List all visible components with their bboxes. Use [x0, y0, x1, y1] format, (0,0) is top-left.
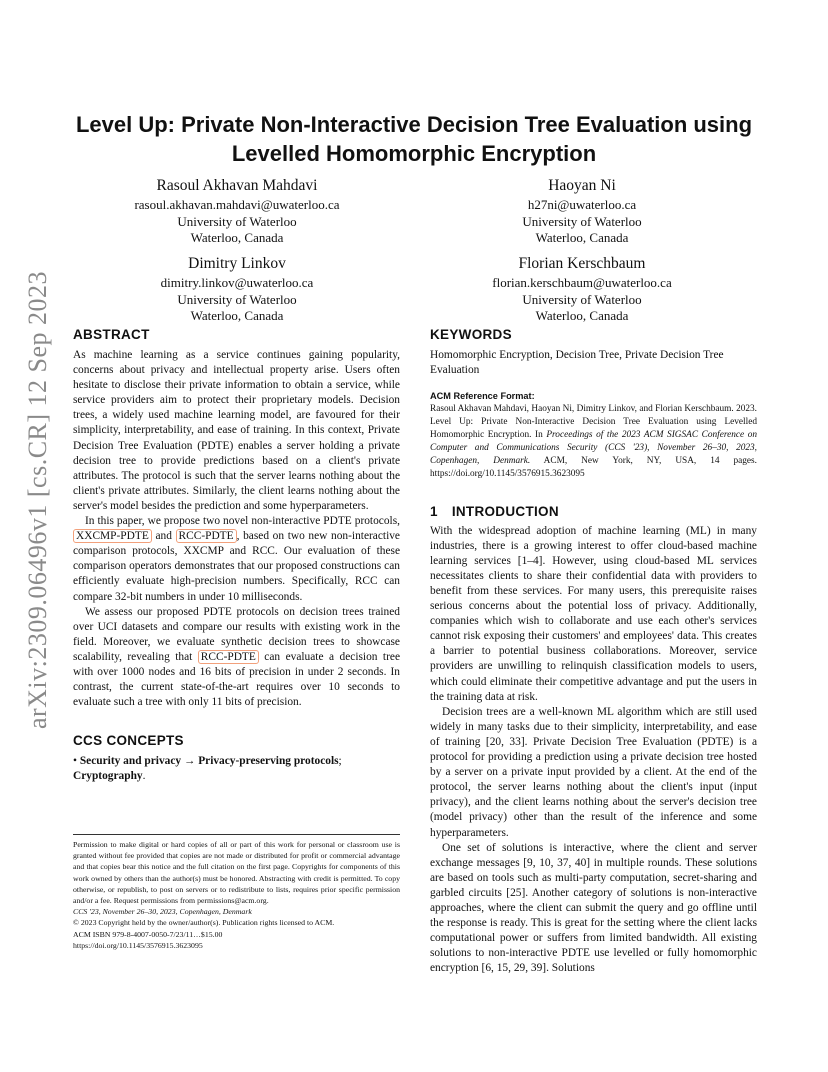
author-name: Rasoul Akhavan Mahdavi — [156, 177, 318, 194]
author-affiliation: University of Waterloo — [177, 213, 297, 229]
author-email[interactable]: rasoul.akhavan.mahdavi@uwaterloo.ca — [134, 197, 340, 212]
author-name: Haoyan Ni — [548, 177, 616, 194]
rcc-pdte-link[interactable]: RCC-PDTE — [198, 650, 259, 664]
author-block — [87, 176, 387, 247]
venue-line: CCS '23, November 26–30, 2023, Copenhagen, Denmark — [73, 907, 252, 917]
introduction-paragraph: With the widespread adoption of machine learning (ML) in many industries, there is a growing interest to offer cloud-based machine learning services [1–4]. However, using cloud-based ML services necessitates clients to share their confidential data with providers to benefit from these services. For many users, this prerequisite raises serious concerns about the potential loss of privacy. Additionally, companies which wish to collaborate and use each other's services cannot risk exposing their customers' and employees' data. This creates a barrier to potential business collaborations. Moreover, service providers are unwilling to relinquish classification models to users, which could eliminate their competitive advantage and put the users in the training data at risk. — [430, 524, 757, 703]
ccs-separator: ; — [338, 755, 342, 768]
author-name: Dimitry Linkov — [188, 255, 286, 272]
ccs-bullet: • — [73, 755, 80, 768]
ccs-concept: Privacy-preserving protocols — [198, 755, 339, 768]
author-affiliation: University of Waterloo — [522, 291, 642, 307]
acm-reference-heading: ACM Reference Format: — [430, 391, 535, 402]
right-column — [430, 326, 757, 976]
author-email[interactable]: h27ni@uwaterloo.ca — [527, 197, 637, 212]
ccs-concept: Security and privacy — [79, 755, 182, 768]
author-location: Waterloo, Canada — [535, 230, 629, 245]
author-location: Waterloo, Canada — [190, 230, 284, 245]
ccs-arrow: → — [181, 755, 199, 768]
acm-reference-part: Rasoul Akhavan Mahdavi, Haoyan Ni, Dimitry Linkov, and Florian Kerschbaum. 2023. Level Up: Private Non-Interactive Decision Tree Evaluation using Levelled Homomorphic Encryption. In — [430, 404, 757, 440]
author-name: Florian Kerschbaum — [518, 255, 646, 272]
acm-reference-proceedings: Proceedings of the 2023 ACM SIGSAC Conference on Computer and Communications Security (CCS '23), November 26–30, 2023, Copenhagen, Denmark. — [430, 430, 758, 466]
arxiv-identifier-stamp — [23, 270, 52, 730]
introduction-paragraph: Decision trees are a well-known ML algorithm which are still used widely in many tasks due to their simplicity, interpretability, and ease of training [20, 33]. Private Decision Tree Evaluation (PDTE) is a protocol for providing a prediction using a private decision tree hosted by a server on a private input provided by a client. At the end of the protocol, the server learns nothing about the client's input (input privacy), and the client learns nothing about the server's decision tree (model privacy) other than the result of the inference and some hyperparameters. — [430, 705, 757, 839]
abstract-text: and — [151, 530, 176, 543]
isbn-line: ACM ISBN 979-8-4007-0050-7/23/11…$15.00 — [73, 929, 223, 939]
abstract-text: , based on two new non-interactive comparison protocols, XXCMP and RCC. Our evaluation of these comparison operators demonstrates that our proposed constructions can efficiently evaluate high-precision numbers. Specifically, RCC can compare 32-bit numbers in under 10 milliseconds. — [73, 530, 400, 603]
author-location: Waterloo, Canada — [535, 308, 629, 323]
author-email[interactable]: dimitry.linkov@uwaterloo.ca — [160, 275, 314, 290]
introduction-heading — [430, 503, 757, 521]
introduction-paragraph: One set of solutions is interactive, where the client and server exchange messages [9, 10, 37, 40] in multiple rounds. These solutions are based on tools such as multi-party computation, secret-sharing and garbled circuits [25]. Another category of solutions is non-interactive approaches, where the client can submit the query and go offline until the response is ready. This is great for the setting where the client lacks computational power or suffers from limited bandwidth. All existing solutions to non-interactive PDTE use levelled or fully homomorphic encryption [6, 15, 29, 39]. Solutions — [430, 841, 757, 975]
abstract-text: We assess our proposed PDTE protocols on decision trees trained over UCI datasets and compare our results with existing work in the field. Moreover, we evaluate synthetic decision trees to showcase scalability, revealing that — [73, 605, 400, 663]
author-location: Waterloo, Canada — [190, 308, 284, 323]
xxcmp-pdte-link[interactable]: XXCMP-PDTE — [73, 529, 152, 543]
author-affiliation: University of Waterloo — [177, 291, 297, 307]
acm-reference-text — [430, 403, 757, 480]
ccs-concepts-heading: CCS CONCEPTS — [73, 733, 184, 749]
title-line-1: Level Up: Private Non-Interactive Decision Tree Evaluation using — [75, 112, 753, 137]
author-block — [432, 254, 732, 325]
left-column — [73, 326, 400, 784]
section-number: 1 — [430, 503, 438, 519]
abstract-paragraph — [73, 605, 400, 711]
arxiv-identifier: arXiv:2309.06496v1 [cs.CR] 12 Sep 2023 — [23, 270, 52, 730]
title-line-2: Levelled Homomorphic Encryption — [231, 141, 597, 166]
rcc-pdte-link[interactable]: RCC-PDTE — [176, 529, 237, 543]
author-block — [87, 254, 387, 325]
copyright-line: © 2023 Copyright held by the owner/author(s). Publication rights licensed to ACM. — [73, 918, 335, 928]
ccs-concept: Cryptography — [73, 770, 143, 783]
author-block — [432, 176, 732, 247]
abstract-paragraph: As machine learning as a service continues gaining popularity, concerns about privacy and intellectual property arise. Users often hesitate to disclose their private information to obtain a service, while service providers aim to protect their proprietary models. Decision trees, a widely used machine learning model, are favoured for their simplicity, interpretability, and ease of training. In this context, Private Decision Tree Evaluation (PDTE) enables a server holding a private decision tree to provide predictions based on a client's private attributes. The protocol is such that the server learns nothing about the client's private attributes. Similarly, the client learns nothing about the server's model besides the prediction and some hyperparameters. — [73, 349, 400, 512]
acm-reference-part: ACM, New York, NY, USA, 14 pages. https://doi.org/10.1145/3576915.3623095 — [430, 455, 757, 479]
doi-link[interactable]: https://doi.org/10.1145/3576915.3623095 — [73, 940, 203, 950]
copyright-footnote — [73, 834, 400, 951]
abstract-text: In this paper, we propose two novel non-interactive PDTE protocols, — [85, 515, 400, 528]
abstract-paragraph — [73, 514, 400, 605]
ccs-end: . — [142, 770, 146, 783]
keywords-text: Homomorphic Encryption, Decision Tree, Private Decision Tree Evaluation — [430, 349, 724, 377]
abstract-heading: ABSTRACT — [73, 327, 150, 342]
author-affiliation: University of Waterloo — [522, 213, 642, 229]
section-title: INTRODUCTION — [451, 503, 559, 519]
author-email[interactable]: florian.kerschbaum@uwaterloo.ca — [492, 275, 672, 290]
abstract-text: can evaluate a decision tree with over 1000 nodes and 16 bits of precision in under 2 seconds. In contrast, the current state-of-the-art requires over 10 seconds to evaluate such a tree with only 11 bits of precision. — [73, 650, 401, 709]
ccs-concepts-text — [73, 754, 400, 784]
permission-notice: Permission to make digital or hard copies of all or part of this work for personal or classroom use is granted without fee provided that copies are not made or distributed for profit or commercial advantage and that copies bear this notice and the full citation on the first page. Copyrights for components of this work owned by others than the author(s) must be honored. Abstracting with credit is permitted. To copy otherwise, or republish, to post on servers or to redistribute to lists, requires prior specific permission and/or a fee. Request permissions from permissions@acm.org. — [73, 840, 400, 906]
paper-title — [70, 110, 758, 168]
keywords-heading: KEYWORDS — [430, 327, 512, 342]
